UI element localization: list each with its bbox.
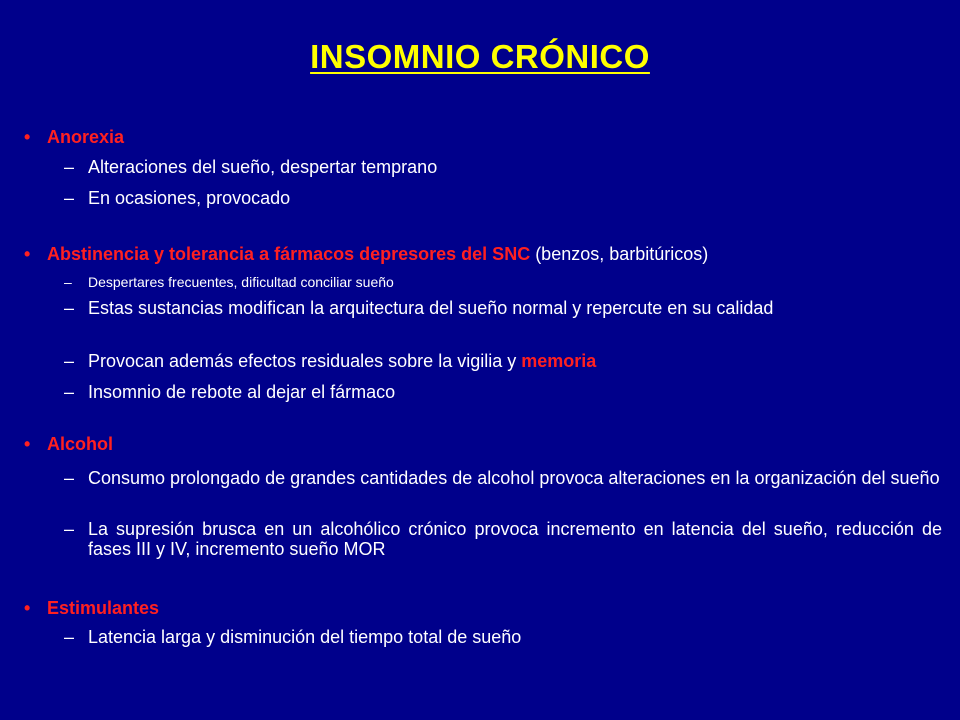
bullet-icon: • [24, 434, 31, 454]
bullet-icon: • [24, 244, 31, 264]
slide-title: INSOMNIO CRÓNICO [310, 38, 650, 75]
section-heading: Alcohol [47, 434, 113, 454]
list-item: – Insomnio de rebote al dejar el fármaco [64, 382, 396, 402]
bullet-alcohol [24, 433, 934, 455]
list-item: – Alteraciones del sueño, despertar temprano [64, 157, 438, 177]
bullet-abstinencia [24, 243, 934, 265]
dash-icon: – [64, 468, 75, 488]
dash-icon: – [64, 351, 75, 371]
section-heading: Estimulantes [47, 598, 160, 618]
list-item: – Despertares frecuentes, dificultad conciliar sueño [64, 274, 394, 290]
section-heading-suffix: (benzos, barbitúricos) [530, 244, 709, 264]
dash-icon: – [64, 188, 75, 208]
dash-icon: – [64, 298, 75, 318]
highlight-memoria: memoria [521, 351, 597, 371]
dash-icon: – [64, 274, 72, 290]
bullet-anorexia [24, 126, 934, 148]
dash-icon: – [64, 157, 75, 177]
section-heading: Abstinencia y tolerancia a fármacos depresores del SNC [47, 244, 531, 264]
bullet-icon: • [24, 127, 31, 147]
list-item: – Provocan además efectos residuales sobre la vigilia y memoria [64, 351, 597, 371]
section-heading: Anorexia [47, 127, 125, 147]
dash-icon: – [64, 627, 75, 647]
bullet-estimulantes [24, 597, 934, 619]
list-item: – Consumo prolongado de grandes cantidades de alcohol provoca alteraciones en la organización del sueño [64, 468, 940, 488]
list-item: – Latencia larga y disminución del tiempo total de sueño [64, 627, 522, 647]
bullet-icon: • [24, 598, 31, 618]
list-item: – En ocasiones, provocado [64, 188, 291, 208]
dash-icon: – [64, 382, 75, 402]
dash-icon: – [64, 519, 75, 539]
list-item: – Estas sustancias modifican la arquitectura del sueño normal y repercute en su calidad [64, 298, 774, 318]
list-item: – La supresión brusca en un alcohólico crónico provoca incremento en latencia del sueño, reducción de fases III y IV, incremento sueño MOR [64, 519, 942, 559]
